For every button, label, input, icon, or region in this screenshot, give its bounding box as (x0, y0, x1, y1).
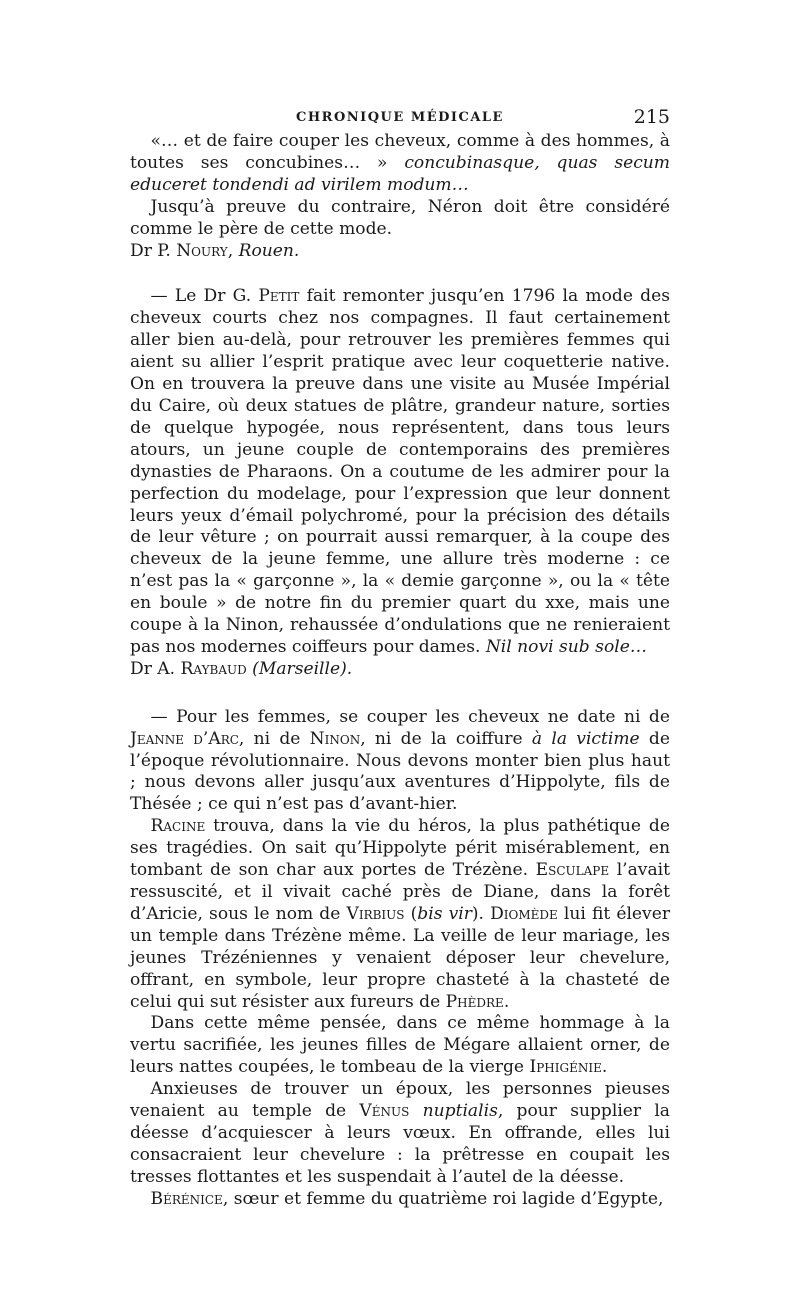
name-phedre: Phèdre (445, 991, 504, 1012)
name-berenice: Bérénice (150, 1188, 223, 1209)
name-virbius: Virbius (346, 903, 405, 924)
paragraph-text: fait remonter jusqu’en 1796 la mode des cheveux courts chez nos compagnes. Il faut certainement aller bien au-delà, pour retrouver les premières femmes qui aient su allier l’esprit pratique avec leur coquetterie native. On en trouvera la preuve dans une visite au Musée Impérial du Caire, où deux statues de plâtre, grandeur nature, sorties de quelque hypogée, nous représentent, dans tous leurs atours, un jeune couple de contemporains des premières dynasties de Pharaons. On a coutume de les admirer pour la perfection du modelage, pour l’expression que leur donnent leurs yeux d’émail polychromé, pour la précision des détails de leur vêture ; on pourrait aussi remarquer, à la coupe des cheveux de la jeune femme, une allure très moderne : ce n’est pas la « garçonne », la « demie garçonne », ou la « tête en boule » de notre fin du premier quart du xxe, mais une coupe à la Ninon, rehaussée d’ondulations que ne renieraient pas nos modernes coiffeurs pour dames. (130, 286, 671, 657)
name-iphigenie: Iphigénie (529, 1057, 602, 1078)
megare-paragraph (130, 1013, 670, 1079)
text-run: . (503, 991, 510, 1012)
text-run: Dans cette même pensée, dans ce même hommage à la vertu sacrifiée, les jeunes filles de Mégare allaient orner, de leurs nattes coupées, le tombeau de la vierge (130, 1013, 670, 1078)
latin-phrase: Nil novi sub sole… (485, 636, 647, 657)
latin-quote: concubinasque, quas secum educeret tondendi ad virilem modum… (130, 152, 670, 195)
name-ninon: Ninon (309, 728, 361, 749)
page-header (130, 106, 670, 132)
text-run (409, 1101, 422, 1121)
name-esculape: Esculape (535, 860, 610, 881)
page-body (130, 131, 670, 1211)
quote-paragraph (130, 131, 670, 197)
text-run: de l’époque révolutionnaire. Nous devons monter bien plus haut ; nous devons aller jusqu’aux aventures d’Hippolyte, fils de Thésée ; ce qui n’est pas d’avant-hier. (130, 728, 670, 815)
text-run: — Pour les femmes, se couper les cheveux ne date ni de (150, 706, 670, 727)
signature-raybaud (130, 659, 670, 681)
signature-city: (Marseille). (252, 658, 353, 679)
text-run: Anxieuses de trouver un époux, les personnes pieuses venaient au temple de (130, 1079, 670, 1122)
quote-text: «… et de faire couper les cheveux, comme à des hommes, à toutes ses concubines… » (130, 131, 670, 173)
text-run: trouva, dans la vie du héros, la plus pathétique de ses tragédies. On sait qu’Hippolyte périt misérablement, en tombant de son char aux portes de Trézène. (130, 816, 670, 881)
racine-paragraph (130, 816, 670, 1013)
text-run: , pour supplier la déesse d’acquiescer à leurs vœux. En offrande, elles lui consacraient leur chevelure : la prêtresse en coupait les tresses flottantes et les suspendait à l’autel de la déesse. (130, 1101, 670, 1187)
text-run: lui fit élever un temple dans Trézène même. La veille de leur mariage, les jeunes Trézéniennes y venaient déposer leur chevelure, offrant, en symbole, leur propre chasteté à la chasteté de celui qui sut résister aux fureurs de (130, 903, 670, 1012)
italic-phrase: à la victime (531, 728, 640, 749)
signature-name: Noury (176, 240, 228, 261)
italic-phrase: bis vir (417, 903, 472, 924)
name-racine: Racine (150, 816, 206, 837)
text-run: l’avait ressuscité, et il vivait caché près de Diane, dans la forêt d’Aricie, sous le nom de (130, 860, 670, 924)
conclusion-paragraph: Jusqu’à preuve du contraire, Néron doit être considéré comme le père de cette mode. (130, 196, 670, 239)
signature-noury (130, 241, 670, 263)
signature-title: Dr A. (130, 658, 181, 679)
name-jeanne: Jeanne d’Arc (130, 728, 239, 749)
petit-paragraph (130, 286, 670, 658)
page-number: 215 (633, 106, 670, 128)
text-run: , sœur et femme du quatrième roi lagide d’Egypte, (222, 1188, 664, 1209)
text-run: ( (404, 903, 418, 924)
name-diomede: Diomède (490, 903, 558, 924)
signature-title: Dr P. (130, 240, 177, 261)
signature-city: Rouen. (238, 240, 300, 261)
author-name: Petit (258, 286, 300, 307)
italic-phrase: nuptialis (422, 1101, 498, 1122)
text-run: , ni de la coiffure (360, 728, 532, 749)
name-venus: Vénus (359, 1101, 410, 1122)
femmes-paragraph (130, 707, 670, 817)
signature-name: Raybaud (180, 658, 247, 679)
berenice-paragraph (130, 1189, 670, 1211)
section-spacer (130, 681, 670, 707)
text-run: ). (471, 903, 491, 924)
lead-text: — Le Dr G. (150, 286, 259, 307)
section-spacer (130, 262, 670, 286)
text-run: , ni de (238, 728, 310, 749)
venus-paragraph (130, 1079, 670, 1189)
text-run: . (601, 1057, 608, 1078)
running-title: CHRONIQUE MÉDICALE (296, 110, 504, 125)
signature-separator: , (227, 240, 239, 261)
